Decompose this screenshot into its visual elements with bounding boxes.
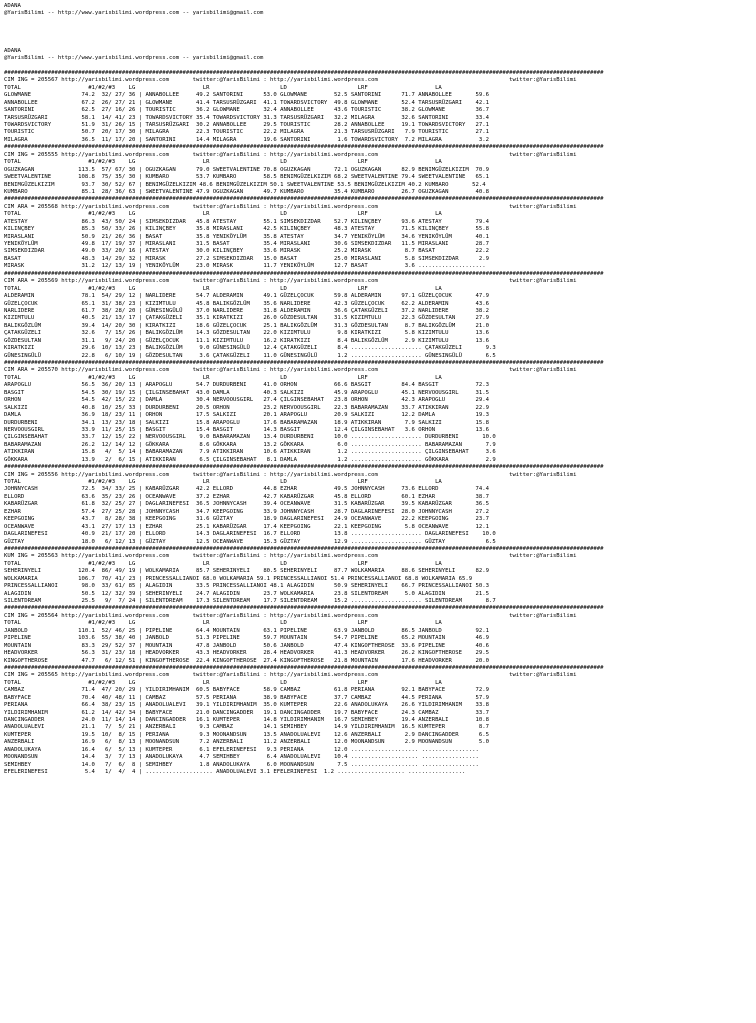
- text-line: GÜNESINGÜLÜ 22.8 6/ 10/ 19 | GÖZDESULTAN 3.6 ÇATAKGÜZELI 11.0 GÜNESINGÜLÜ 1.2 ..................... GÜNESINGÜLÜ 6.5: [4, 352, 496, 359]
- text-line: KABARÜZGAR 61.8 32/ 25/ 27 | DAGLARINEFESI 36.5 JOHNNYCASH 39.4 OCEANWAVE 31.5 KABARÜZGAR 39.5 KABARÜZGAR 36.5: [4, 501, 489, 508]
- text-line: ORHON 54.5 42/ 15/ 22 | DAMLA 30.4 NERVOOUSGIRL 27.4 ÇILGINSEBAHAT 23.8 ORHON 42.3 ARAPOGLU 29.4: [4, 397, 489, 404]
- text-line: OGUZKAGAN 113.5 57/ 67/ 30 | OGUZKAGAN 79.0 SWEETVALENTINE 70.8 OGUZKAGAN 72.1 OGUZKAGAN 82.9 BENIMGÜZELKIZIM 70.9: [4, 166, 489, 173]
- text-line: JANBOLD 110.1 52/ 46/ 25 | PIPELINE 64.4 MOUNTAIN 63.1 PIPELINE 63.9 JANBOLD 86.5 JANBOLD 92.1: [4, 627, 489, 634]
- text-line: SILENTDREAM 25.5 9/ 7/ 24 | SILENTDREAM 17.3 SILENTDREAM 17.7 SILENTDREAM 15.2 ..................... SILENTDREAM 8.7: [4, 598, 496, 604]
- text-line: TOTAL #1/#2/#3 LG LR LD LRF LA: [4, 159, 442, 166]
- text-line: CIM ING = 205564 http://yarisbilimi.wordpress.com twitter:@YarisBilimi : http://yarisbilimi.wordpress.com twitter:@YarisBilimi: [4, 612, 577, 619]
- text-line: ##################################################################################################################################################################################: [4, 464, 604, 471]
- text-line: SIMSEKDIZDAR 49.0 33/ 20/ 16 | ATESTAY 30.0 KILINÇBEY 33.6 MIRASK 25.2 MIRASK 8.7 BASAT 22.2: [4, 248, 489, 255]
- text-line: OCEANWAVE 43.1 27/ 17/ 13 | EZHAR 25.1 KABARÜZGAR 17.4 KEEPGOING 22.1 KEEPGOING 5.8 OCEANWAVE 12.1: [4, 523, 489, 530]
- text-line: PRINCESSALLIANOI 98.0 33/ 61/ 85 | ALAGIDIN 33.5 PRINCESSALLIANOI 48.1 ALAGIDIN 50.9 SEHERINYELI 66.7 PRINCESSALLIANOI 50.3: [4, 583, 489, 590]
- text-line: SEHERINYELI 120.4 86/ 49/ 19 | WOLKAMARIA 85.7 SEHERINYELI 80.5 SEHERINYELI 87.7 WOLKAMARIA 88.6 SEHERINYELI 82.9: [4, 568, 489, 575]
- text-line: ##################################################################################################################################################################################: [4, 545, 604, 552]
- text-line: ÇILGINSEBAHAT 33.7 12/ 15/ 22 | NERVOOUSGIRL 9.0 BABARAMAZAN 13.4 DURDURBENI 10.0 ..................... DURDURBENI 10.0: [4, 434, 496, 441]
- text-line: GÖKKARA 13.9 2/ 6/ 15 | ATIKKIRAN 6.5 ÇILGINSEBAHAT 8.1 DAMLA 1.2 ..................... GÖKKARA 2.9: [4, 456, 496, 463]
- text-line: CAMBAZ 71.4 47/ 20/ 29 | YILDIRIMHANIM 60.5 BABYFACE 58.9 CAMBAZ 61.8 PERIANA 92.1 BABYFACE 72.9: [4, 687, 489, 694]
- text-line: ##################################################################################################################################################################################: [4, 605, 604, 612]
- text-line: TOTAL #1/#2/#3 LG LR LD LRF LA: [4, 620, 442, 627]
- text-line: SEMIHBEY 14.0 7/ 6/ 8 | SEMIHBEY 1.8 ANADOLUKAYA 6.0 MOONANDSUN 7.5 .................... .................: [4, 761, 479, 768]
- text-line: TOTAL #1/#2/#3 LG LR LD LRF LA: [4, 679, 442, 686]
- text-line: SALKIZI 40.8 10/ 25/ 33 | DURDURBENI 20.5 ORHON 23.2 NERVOOUSGIRL 22.3 BABARAMAZAN 33.7 ATIKKIRAN 22.9: [4, 404, 489, 411]
- text-line: ##################################################################################################################################################################################: [4, 69, 604, 76]
- text-line: CIM ARA = 205568 http://yarisbilimi.wordpress.com twitter:@YarisBilimi : http://yarisbilimi.wordpress.com twitter:@YarisBilimi: [4, 203, 577, 210]
- text-line: KUMTEPER 19.5 10/ 8/ 15 | PERIANA 9.3 MOONANDSUN 13.5 ANADOLUALEVI 12.6 ANZERBALI 2.9 DANCINGADDER 6.5: [4, 731, 489, 738]
- text-line: NARLIDERE 61.7 38/ 28/ 20 | GÜNESINGÜLÜ 37.0 NARLIDERE 31.8 ALDERAMIN 36.6 ÇATAKGÜZELI 37.2 NARLIDERE 38.2: [4, 307, 489, 314]
- text-line: KILINÇBEY 85.3 50/ 33/ 26 | KILINÇBEY 35.8 MIRASLANI 42.5 KILINÇBEY 48.3 ATESTAY 71.5 KILINÇBEY 55.8: [4, 226, 489, 233]
- text-line: ALDERAMIN 78.1 54/ 29/ 12 | NARLIDERE 54.7 ALDERAMIN 49.1 GÜZELÇOCUK 59.8 ALDERAMIN 97.1 GÜZELÇOCUK 47.9: [4, 293, 489, 300]
- text-line: CIM ING = 205556 http://yarisbilimi.wordpress.com twitter:@YarisBilimi : http://yarisbilimi.wordpress.com twitter:@YarisBilimi: [4, 471, 577, 478]
- text-line: BALIKGÖZLÜM 39.4 14/ 20/ 30 | KIRATKIZI 18.6 GÜZELÇOCUK 25.1 BALIKGÖZLÜM 31.3 GÖZDESULTAN 8.7 BALIKGÖZLÜM 21.0: [4, 322, 489, 329]
- text-line: GÜZELÇOCUK 65.1 31/ 38/ 23 | KIZIMTULU 45.8 BALIKGÖZLÜM 35.6 NARLIDERE 42.3 GÜZELÇOCUK 62.2 ALDERAMIN 43.6: [4, 300, 489, 307]
- text-line: @YarisBilimi -- http://www.yarisbilimi.wordpress.com -- yarisbilimi@gmail.com: [4, 10, 264, 17]
- text-line: KUMBARO 85.1 28/ 36/ 63 | SWEETVALENTINE 47.9 OGUZKAGAN 49.7 KUMBARO 35.4 KUMBARO 26.7 OGUZKAGAN 40.8: [4, 188, 489, 195]
- text-line: TOWARDSVICTORY 51.9 31/ 26/ 15 | TARSUSRÜZGARI 30.2 ANNABOLLEE 29.5 TOURISTIC 28.2 ANNABOLLEE 19.1 TOWARDSVICTORY 27.1: [4, 122, 489, 128]
- text-line: GÖZDESULTAN 31.1 9/ 24/ 20 | GÜZELÇOCUK 11.1 KIZIMTULU 16.2 KIRATKIZI 8.4 BALIKGÖZLÜM 2.9 KIZIMTULU 13.6: [4, 337, 489, 344]
- text-line: [4, 63, 756, 70]
- text-line: KUM ING = 205563 http://yarisbilimi.wordpress.com twitter:@YarisBilimi : http://yarisbilimi.wordpress.com twitter:@YarisBilimi: [4, 553, 577, 560]
- text-line: BASGIT 54.5 30/ 19/ 15 | ÇILGINSEBAHAT 43.0 DAMLA 40.3 SALKIZI 45.9 ARAPOGLU 45.1 NERVOOUSGIRL 31.5: [4, 389, 489, 396]
- text-line: TARSUSRÜZGARI 58.1 14/ 41/ 23 | TOWARDSVICTORY 35.4 TOWARDSVICTORY 31.3 TARSUSRÜZGARI 32.2 MILAGRA 32.6 SANTORINI 33.4: [4, 114, 489, 121]
- text-line: ##################################################################################################################################################################################: [4, 360, 604, 366]
- text-line: CIM ING = 205565 http://yarisbilimi.wordpress.com twitter:@YarisBilimi : http://yarisbilimi.wordpress.com twitter:@YarisBilimi: [4, 672, 577, 679]
- text-line: GLOWMANE 74.2 32/ 27/ 36 | ANNABOLLEE 49.2 SANTORINI 53.0 GLOWMANE 52.5 SANTORINI 71.7 ANNABOLLEE 59.6: [4, 92, 489, 99]
- text-line: SWEETVALENTINE 108.8 75/ 35/ 30 | KUMBARO 53.7 KUMBARO 58.5 BENIMGÜZELKIZIM 68.2 SWEETVALENTINE 79.4 SWEETVALENTINE 65.1: [4, 174, 489, 181]
- text-line: @YarisBilimi -- http://www.yarisbilimi.wordpress.com -- yarisbilimi@gmail.com: [4, 55, 264, 62]
- text-line: JOHNNYCASH 72.5 34/ 33/ 25 | KABARÜZGAR 42.2 ELLORD 44.8 EZHAR 49.5 JOHNNYCASH 73.6 ELLORD 74.4: [4, 486, 489, 493]
- text-line: ADANA: [4, 47, 21, 54]
- text-line: PERIANA 66.4 38/ 23/ 15 | ANADOLUALEVI 39.1 YILDIRIMHANIM 35.0 KUMTEPER 22.6 ANADOLUKAYA 26.6 YILDIRIMHANIM 33.8: [4, 702, 489, 709]
- text-line: MILAGRA 36.5 11/ 17/ 20 | SANTORINI 14.4 MILAGRA 19.6 SANTORINI 1.6 TOWARDSVICTORY 7.2 MILAGRA 3.2: [4, 136, 489, 143]
- text-line: ANNABOLLEE 67.2 26/ 27/ 21 | GLOWMANE 41.4 TARSUSRÜZGARI 41.1 TOWARDSVICTORY 49.8 GLOWMANE 52.4 TARSUSRÜZGARI 42.1: [4, 99, 489, 106]
- text-line: DURDURBENI 34.1 13/ 23/ 18 | SALKIZI 15.8 ARAPOGLU 17.6 BABARAMAZAN 18.9 ATIKKIRAN 7.9 SALKIZI 15.8: [4, 419, 489, 426]
- text-line: ELLORD 63.6 35/ 23/ 26 | OCEANWAVE 37.2 EZHAR 42.7 KABARÜZGAR 45.8 ELLORD 60.1 EZHAR 38.7: [4, 493, 489, 500]
- text-line: SANTORINI 62.5 27/ 16/ 26 | TOURISTIC 36.2 GLOWMANE 32.4 ANNABOLLEE 43.6 TOURISTIC 38.2 GLOWMANE 36.7: [4, 107, 489, 114]
- text-line: BENIMGÜZELKIZIM 93.7 30/ 52/ 67 | BENIMGÜZELKIZIM 48.6 BENIMGÜZELKIZIM 50.1 SWEETVALENTINE 53.5 BENIMGÜZELKIZIM 40.2 KUMBARO 52.4: [4, 181, 486, 188]
- text-line: BABYFACE 70.4 40/ 48/ 11 | CAMBAZ 57.5 PERIANA 38.9 BABYFACE 37.7 CAMBAZ 44.5 PERIANA 57.9: [4, 694, 489, 701]
- text-line: ATIKKIRAN 15.8 4/ 5/ 14 | BABARAMAZAN 7.9 ATIKKIRAN 10.6 ATIKKIRAN 1.2 ..................... ÇILGINSEBAHAT 3.6: [4, 449, 496, 456]
- text-line: MOUNTAIN 83.3 29/ 52/ 37 | MOUNTAIN 47.8 JANBOLD 50.6 JANBOLD 47.4 KINGOFTHEROSE 33.6 PIPELINE 40.6: [4, 642, 489, 649]
- text-line: EZHAR 57.4 27/ 25/ 28 | JOHNNYCASH 34.7 KEEPGOING 33.9 JOHNNYCASH 28.7 DAGLARINEFESI 28.0 JOHNNYCASH 27.2: [4, 508, 489, 515]
- text-line: TOTAL #1/#2/#3 LG LR LD LRF LA: [4, 285, 442, 292]
- text-line: CIM ING = 205555 http://yarisbilimi.wordpress.com twitter:@YarisBilimi : http://yarisbilimi.wordpress.com twitter:@YarisBilimi: [4, 151, 577, 158]
- text-line: TOTAL #1/#2/#3 LG LR LD LRF LA: [4, 84, 442, 91]
- text-line: NERVOOUSGIRL 33.9 11/ 25/ 15 | BASGIT 15.4 BASGIT 14.3 BASGIT 12.4 ÇILGINSEBAHAT 3.6 ORHON 13.6: [4, 426, 489, 433]
- text-line: KIZIMTULU 40.5 21/ 13/ 17 | ÇATAKGÜZELI 35.1 KIRATKIZI 26.0 GÖZDESULTAN 31.5 KIZIMTULU 22.3 GÖZDESULTAN 27.9: [4, 315, 489, 322]
- text-line: ALAGIDIN 50.5 12/ 32/ 39 | SEHERINYELI 24.7 ALAGIDIN 23.7 WOLKAMARIA 23.8 SILENTDREAM 5.0 ALAGIDIN 21.5: [4, 590, 489, 597]
- text-line: MIRASLANI 50.9 21/ 26/ 36 | BASAT 35.8 YENIKÖYLÜM 35.8 ATESTAY 34.7 YENIKÖYLÜM 34.6 YENIKÖYLÜM 40.1: [4, 233, 489, 240]
- text-line: KEEPGOING 43.7 8/ 28/ 38 | KEEPGOING 31.6 GÜZTAY 18.9 DAGLARINEFESI 24.9 OCEANWAVE 22.2 KEEPGOING 23.7: [4, 516, 489, 523]
- text-line: TOTAL #1/#2/#3 LG LR LD LRF LA: [4, 374, 442, 381]
- text-line: ##################################################################################################################################################################################: [4, 270, 604, 277]
- text-line: GÜZTAY 18.0 6/ 12/ 13 | GÜZTAY 12.5 OCEANWAVE 15.3 GÜZTAY 12.9 ..................... GÜZTAY 6.5: [4, 538, 496, 545]
- text-line: ÇATAKGÜZELI 32.6 7/ 15/ 26 | BALIKGÖZLÜM 14.3 GÖZDESULTAN 22.0 KIZIMTULU 9.8 KIRATKIZI 5.8 KIZIMTULU 13.6: [4, 330, 489, 337]
- text-line: CIM ING = 205567 http://yarisbilimi.wordpress.com twitter:@YarisBilimi : http://yarisbilimi.wordpress.com twitter:@YarisBilimi: [4, 77, 577, 84]
- text-line: CIM ARA = 205569 http://yarisbilimi.wordpress.com twitter:@YarisBilimi : http://yarisbilimi.wordpress.com twitter:@YarisBilimi: [4, 278, 577, 285]
- text-line: YILDIRIMHANIM 61.2 14/ 42/ 34 | BABYFACE 21.0 DANCINGADDER 19.1 DANCINGADDER 19.7 BABYFACE 24.3 CAMBAZ 33.7: [4, 709, 489, 716]
- text-line: MIRASK 31.2 12/ 13/ 19 | YENIKÖYLÜM 23.0 MIRASK 11.7 YENIKÖYLÜM 12.7 BASAT 3.6 ....................: [4, 263, 486, 270]
- text-line: ANADOLUKAYA 16.4 6/ 5/ 13 | KUMTEPER 6.1 EFELERINEFESI 9.3 PERIANA 12.0 .................... .................: [4, 746, 479, 753]
- text-line: BASAT 48.3 14/ 29/ 32 | MIRASK 27.2 SIMSEKDIZDAR 15.0 BASAT 25.0 MIRASLANI 5.8 SIMSEKDIZDAR 2.9: [4, 255, 489, 262]
- text-line: ##################################################################################################################################################################################: [4, 664, 604, 671]
- text-line: ARAPOGLU 56.5 36/ 20/ 13 | ARAPOGLU 54.7 DURDURBENI 41.0 ORHON 66.6 BASGIT 84.4 BASGIT 72.3: [4, 382, 489, 389]
- text-line: [4, 18, 756, 25]
- text-line: DAMLA 36.9 18/ 23/ 11 | ORHON 17.5 SALKIZI 20.1 ARAPOGLU 20.9 SALKIZI 12.2 DAMLA 19.3: [4, 412, 489, 419]
- text-line: HEADVORKER 56.3 31/ 23/ 18 | HEADVORKER 43.3 HEADVORKER 28.4 HEADVORKER 41.3 HEADVORKER 26.2 KINGOFTHEROSE 29.5: [4, 650, 489, 657]
- text-line: TOTAL #1/#2/#3 LG LR LD LRF LA: [4, 479, 442, 485]
- text-line: ANZERBALI 16.9 6/ 8/ 13 | MOONANDSUN 7.2 ANZERBALI 11.2 ANZERBALI 12.0 MOONANDSUN 2.9 MOONANDSUN 5.0: [4, 739, 489, 746]
- text-line: ATESTAY 86.3 43/ 50/ 24 | SIMSEKDIZDAR 45.8 ATESTAY 55.1 SIMSEKDIZDAR 52.7 KILINÇBEY 93.6 ATESTAY 79.4: [4, 218, 489, 225]
- text-line: BABARAMAZAN 26.2 12/ 14/ 12 | GÖKKARA 8.6 GÖKKARA 13.2 GÖKKARA 6.0 ..................... BABARAMAZAN 7.9: [4, 441, 496, 448]
- text-line: TOURISTIC 50.7 20/ 17/ 30 | MILAGRA 22.3 TOURISTIC 22.2 MILAGRA 21.3 TARSUSRÜZGARI 7.9 TOURISTIC 27.1: [4, 129, 489, 136]
- text-line: ADANA: [4, 3, 21, 9]
- text-line: TOTAL #1/#2/#3 LG LR LD LRF LA: [4, 560, 442, 567]
- text-line: WOLKAMARIA 106.7 70/ 41/ 23 | PRINCESSALLIANOI 68.0 WOLKAMARIA 59.1 PRINCESSALLIANOI 51.4 PRINCESSALLIANOI 68.8 WOLKAMARIA 65.9: [4, 575, 473, 582]
- text-line: MOONANDSUN 14.4 3/ 7/ 13 | ANADOLUKAYA 4.7 SEMIHBEY 6.4 ANADOLUALEVI 10.4 .................... .................: [4, 754, 479, 761]
- text-line: [4, 40, 756, 47]
- text-line: ##################################################################################################################################################################################: [4, 196, 604, 203]
- text-line: DANCINGADDER 24.0 11/ 14/ 14 | DANCINGADDER 16.1 KUMTEPER 14.8 YILDIRIMHANIM 16.7 SEMIHBEY 19.4 ANZERBALI 10.8: [4, 717, 489, 723]
- text-line: KINGOFTHEROSE 47.7 6/ 12/ 51 | KINGOFTHEROSE 22.4 KINGOFTHEROSE 27.4 KINGOFTHEROSE 21.8 MOUNTAIN 17.6 HEADVORKER 20.0: [4, 657, 489, 664]
- text-line: KIRATKIZI 29.6 10/ 13/ 23 | BALIKGÖZLÜM 9.0 GÜNESINGÜLÜ 12.4 ÇATAKGÜZELI 8.4 ..................... ÇATAKGÜZELI 9.3: [4, 345, 496, 352]
- text-line: [4, 25, 756, 32]
- text-line: CIM ARA = 205570 http://yarisbilimi.wordpress.com twitter:@YarisBilimi : http://yarisbilimi.wordpress.com twitter:@YarisBilimi: [4, 367, 577, 374]
- text-line: TOTAL #1/#2/#3 LG LR LD LRF LA: [4, 211, 442, 218]
- text-line: [4, 33, 756, 40]
- text-line: ANADOLUALEVI 21.1 7/ 5/ 21 | ANZERBALI 9.3 CAMBAZ 14.1 SEMIHBEY 14.9 YILDIRIMHANIM 16.5 KUMTEPER 8.7: [4, 724, 489, 731]
- text-line: DAGLARINEFESI 40.9 21/ 17/ 20 | ELLORD 14.3 DAGLARINEFESI 16.7 ELLORD 13.8 ..................... DAGLARINEFESI 10.0: [4, 531, 496, 538]
- text-line: ##################################################################################################################################################################################: [4, 144, 604, 151]
- text-line: YENIKÖYLÜM 49.8 17/ 19/ 37 | MIRASLANI 31.5 BASAT 35.4 MIRASLANI 30.6 SIMSEKDIZDAR 11.5 MIRASLANI 28.7: [4, 241, 489, 247]
- text-line: EFELERINEFESI 5.4 1/ 4/ 4 | .................... ANADOLUALEVI 3.1 EFELERINEFESI 1.2 .................... .................: [4, 769, 466, 776]
- text-line: PIPELINE 103.6 55/ 38/ 40 | JANBOLD 51.3 PIPELINE 59.7 MOUNTAIN 54.7 PIPELINE 65.2 MOUNTAIN 46.9: [4, 635, 489, 642]
